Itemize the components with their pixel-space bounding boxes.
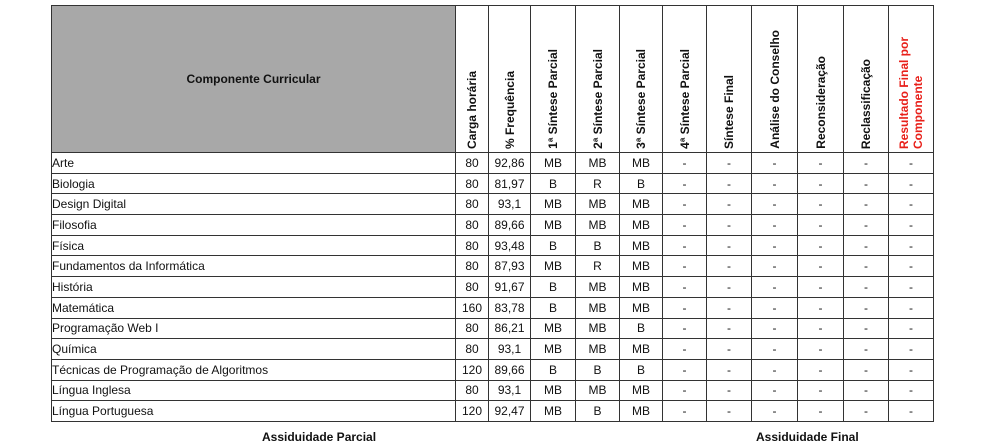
table-cell: B (620, 318, 663, 339)
table-cell: MB (531, 256, 576, 277)
table-cell: - (707, 235, 752, 256)
column-header-label: % Frequência (502, 70, 517, 149)
table-cell: 93,1 (489, 194, 531, 215)
table-row (52, 277, 934, 298)
column-header-label: Reconsideração (813, 56, 828, 149)
table-cell: - (844, 380, 889, 401)
table-row (52, 339, 934, 360)
column-header (752, 6, 798, 153)
column-header-label: 2ª Síntese Parcial (590, 49, 605, 149)
table-cell: B (531, 297, 576, 318)
component-header: Componente Curricular (52, 6, 456, 153)
column-header (456, 6, 489, 153)
table-cell: 91,67 (489, 277, 531, 298)
table-cell: - (889, 153, 934, 174)
table-cell: MB (620, 401, 663, 422)
grades-table (51, 5, 934, 422)
table-cell: - (707, 194, 752, 215)
table-cell: B (531, 173, 576, 194)
table-cell: B (576, 401, 620, 422)
table-cell: 80 (456, 380, 489, 401)
table-cell: MB (531, 380, 576, 401)
table-cell: 120 (456, 359, 489, 380)
assiduidade-parcial-label: Assiduidade Parcial (262, 430, 377, 444)
table-cell: MB (531, 318, 576, 339)
table-cell: - (798, 297, 844, 318)
component-name: Arte (52, 153, 456, 174)
table-cell: - (798, 153, 844, 174)
table-cell: - (752, 153, 798, 174)
table-cell: - (844, 256, 889, 277)
component-name: Filosofia (52, 215, 456, 236)
table-cell: - (663, 339, 707, 360)
component-name: Língua Portuguesa (52, 401, 456, 422)
column-header (707, 6, 752, 153)
table-cell: 80 (456, 173, 489, 194)
table-cell: - (889, 194, 934, 215)
component-name: Programação Web I (52, 318, 456, 339)
table-cell: - (752, 235, 798, 256)
table-cell: - (798, 318, 844, 339)
table-cell: 86,21 (489, 318, 531, 339)
table-cell: - (889, 380, 934, 401)
table-cell: MB (576, 277, 620, 298)
table-cell: - (707, 380, 752, 401)
table-cell: - (889, 339, 934, 360)
column-header (620, 6, 663, 153)
table-cell: - (798, 401, 844, 422)
table-cell: 92,86 (489, 153, 531, 174)
column-header-label: Resultado Final por Componente (897, 36, 925, 149)
table-row (52, 153, 934, 174)
table-cell: - (663, 297, 707, 318)
table-cell: - (889, 277, 934, 298)
table-cell: MB (576, 339, 620, 360)
component-name: Língua Inglesa (52, 380, 456, 401)
table-cell: 93,1 (489, 380, 531, 401)
component-name: Matemática (52, 297, 456, 318)
table-cell: R (576, 173, 620, 194)
table-cell: MB (620, 380, 663, 401)
table-cell: - (663, 173, 707, 194)
table-cell: - (663, 401, 707, 422)
table-cell: - (663, 194, 707, 215)
table-cell: MB (576, 153, 620, 174)
table-cell: MB (531, 339, 576, 360)
table-cell: 83,78 (489, 297, 531, 318)
table-cell: - (707, 318, 752, 339)
assiduidade-final-label: Assiduidade Final (756, 430, 859, 444)
table-cell: MB (531, 153, 576, 174)
table-cell: 80 (456, 153, 489, 174)
table-cell: 89,66 (489, 359, 531, 380)
table-cell: - (844, 401, 889, 422)
column-header-label: 3ª Síntese Parcial (634, 49, 648, 149)
table-cell: - (844, 297, 889, 318)
header-row (52, 6, 934, 153)
table-cell: MB (576, 318, 620, 339)
table-cell: MB (576, 380, 620, 401)
table-cell: B (620, 359, 663, 380)
component-name: História (52, 277, 456, 298)
table-cell: 80 (456, 277, 489, 298)
table-cell: - (663, 277, 707, 298)
table-cell: MB (576, 297, 620, 318)
table-cell: MB (531, 401, 576, 422)
table-cell: - (844, 194, 889, 215)
table-cell: MB (531, 215, 576, 236)
table-cell: - (663, 153, 707, 174)
table-cell: - (752, 359, 798, 380)
table-cell: B (531, 235, 576, 256)
table-cell: - (663, 380, 707, 401)
table-cell: - (889, 318, 934, 339)
table-cell: - (663, 359, 707, 380)
component-name: Design Digital (52, 194, 456, 215)
column-header-label: Carga horária (465, 70, 479, 149)
component-name: Química (52, 339, 456, 360)
column-header-label: 4ª Síntese Parcial (677, 49, 692, 149)
table-row (52, 401, 934, 422)
table-row (52, 215, 934, 236)
column-header (844, 6, 889, 153)
table-cell: MB (620, 256, 663, 277)
table-row (52, 256, 934, 277)
table-cell: - (889, 235, 934, 256)
table-cell: 80 (456, 318, 489, 339)
table-cell: - (798, 173, 844, 194)
table-cell: - (752, 173, 798, 194)
table-cell: - (663, 215, 707, 236)
table-cell: - (707, 359, 752, 380)
table-cell: - (889, 297, 934, 318)
table-cell: 92,47 (489, 401, 531, 422)
table-cell: MB (620, 339, 663, 360)
table-row (52, 380, 934, 401)
table-cell: MB (620, 215, 663, 236)
table-cell: 80 (456, 194, 489, 215)
table-cell: - (844, 277, 889, 298)
table-cell: B (620, 173, 663, 194)
table-cell: B (576, 235, 620, 256)
table-cell: - (663, 235, 707, 256)
table-row (52, 194, 934, 215)
table-cell: - (707, 153, 752, 174)
table-cell: - (844, 318, 889, 339)
table-cell: 80 (456, 235, 489, 256)
table-cell: - (798, 277, 844, 298)
table-cell: 160 (456, 297, 489, 318)
table-row (52, 318, 934, 339)
table-cell: - (889, 256, 934, 277)
table-cell: - (889, 359, 934, 380)
component-name: Fundamentos da Informática (52, 256, 456, 277)
table-cell: MB (620, 277, 663, 298)
table-row (52, 235, 934, 256)
table-cell: 89,66 (489, 215, 531, 236)
column-header-label: Análise do Conselho (767, 30, 782, 149)
table-cell: MB (531, 194, 576, 215)
table-cell: B (576, 359, 620, 380)
column-header (663, 6, 707, 153)
table-cell: B (531, 277, 576, 298)
column-header-label: 1ª Síntese Parcial (546, 49, 560, 149)
table-cell: MB (620, 153, 663, 174)
table-cell: - (798, 194, 844, 215)
table-cell: - (844, 339, 889, 360)
column-header (576, 6, 620, 153)
table-cell: - (752, 256, 798, 277)
component-name: Física (52, 235, 456, 256)
table-cell: MB (576, 194, 620, 215)
table-cell: 93,48 (489, 235, 531, 256)
table-cell: - (707, 173, 752, 194)
table-cell: - (707, 256, 752, 277)
table-cell: - (889, 401, 934, 422)
table-cell: R (576, 256, 620, 277)
table-cell: - (752, 215, 798, 236)
column-header-label: Reclassificação (859, 58, 873, 149)
table-cell: - (663, 318, 707, 339)
table-cell: - (707, 339, 752, 360)
table-row (52, 297, 934, 318)
table-cell: - (752, 297, 798, 318)
table-cell: - (798, 339, 844, 360)
table-cell: B (531, 359, 576, 380)
table-cell: - (844, 359, 889, 380)
table-cell: - (798, 359, 844, 380)
table-cell: MB (576, 215, 620, 236)
table-cell: MB (620, 297, 663, 318)
table-cell: - (844, 173, 889, 194)
component-name: Biologia (52, 173, 456, 194)
table-cell: 80 (456, 256, 489, 277)
column-header-label: Síntese Final (722, 74, 736, 149)
table-cell: MB (620, 235, 663, 256)
table-cell: 80 (456, 215, 489, 236)
component-name: Técnicas de Programação de Algoritmos (52, 359, 456, 380)
table-cell: - (752, 194, 798, 215)
table-cell: - (889, 215, 934, 236)
column-header (531, 6, 576, 153)
table-cell: 80 (456, 339, 489, 360)
table-cell: - (844, 153, 889, 174)
table-cell: - (798, 215, 844, 236)
table-cell: - (707, 215, 752, 236)
table-cell: - (752, 277, 798, 298)
table-cell: - (752, 318, 798, 339)
table-cell: - (798, 256, 844, 277)
column-header (798, 6, 844, 153)
table-cell: - (752, 401, 798, 422)
table-cell: - (707, 297, 752, 318)
table-cell: 87,93 (489, 256, 531, 277)
table-cell: - (707, 277, 752, 298)
table-cell: - (752, 339, 798, 360)
table-cell: 93,1 (489, 339, 531, 360)
column-header (489, 6, 531, 153)
table-cell: 120 (456, 401, 489, 422)
table-cell: 81,97 (489, 173, 531, 194)
table-cell: - (798, 235, 844, 256)
table-cell: - (707, 401, 752, 422)
table-cell: - (844, 215, 889, 236)
table-row (52, 359, 934, 380)
column-header (889, 6, 934, 153)
table-cell: - (889, 173, 934, 194)
table-cell: - (752, 380, 798, 401)
table-cell: - (844, 235, 889, 256)
table-row (52, 173, 934, 194)
table-cell: MB (620, 194, 663, 215)
table-cell: - (798, 380, 844, 401)
grades-body (52, 153, 934, 422)
table-cell: - (663, 256, 707, 277)
